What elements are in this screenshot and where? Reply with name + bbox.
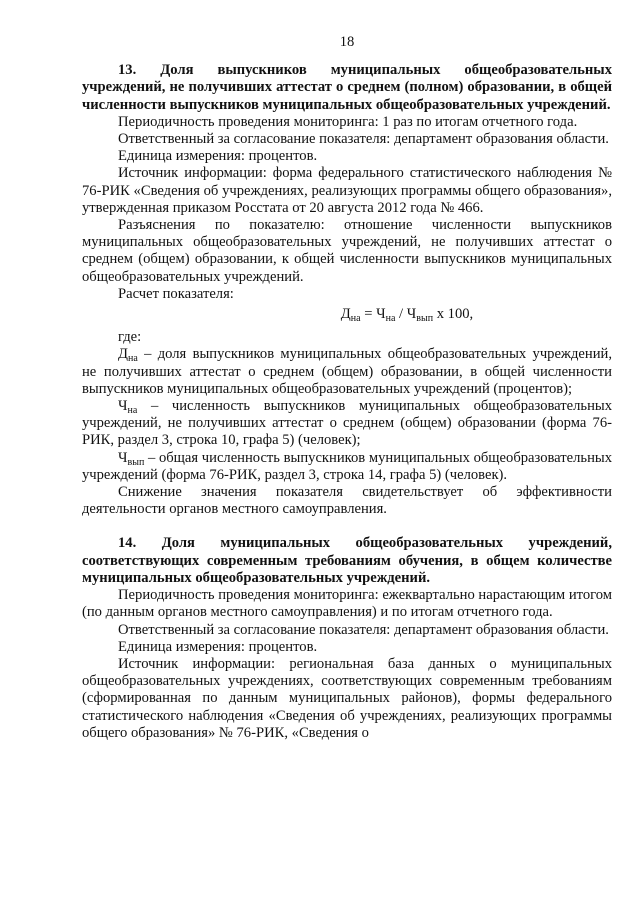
def3-subscript: вып [127, 456, 145, 468]
section-13-calc-label: Расчет показателя: [118, 285, 234, 302]
section-14-responsible: Ответственный за согласование показателя: департамент образования области. [118, 621, 609, 638]
def3-text: – общая численность выпускников муниципальных общеобразовательных учреждений (форма 76-РИК, раздел 3, строка 14, графа 5) (человек). [82, 449, 612, 483]
formula-ch1: Ч [376, 306, 386, 323]
formula-d: Д [340, 306, 351, 323]
formula-ch2-sub: вып [416, 313, 434, 325]
def1-text: – доля выпускников муниципальных общеобразовательных учреждений, не получивших аттестат о среднем (общем) образовании, в общей численности выпускников муниципальных общеобразовательных учреждений (процентов); [82, 346, 612, 397]
definition-ch-vyp [82, 450, 612, 484]
page-number: 18 [339, 34, 355, 50]
def1-subscript: на [127, 353, 138, 365]
section-14-source: Источник информации: региональная база данных о муниципальных общеобразовательных учреждениях, соответствующих современным требованиям (сформированная по данным муниципальных районов), формы федерального статистического наблюдения «Сведения об учреждениях, реализующих программы общего образования» № 76-РИК, «Сведения о [82, 655, 612, 741]
def2-subscript: на [127, 405, 138, 417]
section-13-explanation: Разъяснения по показателю: отношение численности выпускников муниципальных общеобразовательных учреждений, не получивших аттестат о среднем (общем) образовании, к общей численности выпускников муниципальных общеобразовательных учреждений. [82, 217, 612, 285]
section-14 [82, 535, 612, 741]
def1-symbol: Д [118, 346, 128, 363]
formula [202, 306, 612, 323]
formula-mult: х 100, [433, 306, 474, 323]
formula-d-sub: на [350, 313, 361, 325]
section-13-responsible: Ответственный за согласование показателя: департамент образования области. [118, 131, 609, 148]
def2-symbol: Ч [118, 398, 128, 415]
section-14-heading: 14. Доля муниципальных общеобразовательных учреждений, соответствующих современным требованиям обучения, в общем количестве муниципальных общеобразовательных учреждений. [82, 535, 612, 586]
definition-d-na [82, 346, 612, 398]
section-14-unit: Единица измерения: процентов. [118, 638, 318, 655]
section-14-periodicity: Периодичность проведения мониторинга: ежеквартально нарастающим итогом (по данным органов местного самоуправления) и по итогам отчетного года. [82, 587, 612, 621]
section-13-source: Источник информации: форма федерального статистического наблюдения № 76-РИК «Сведения об учреждениях, реализующих программы общего образования», утвержденная приказом Росстата от 20 августа 2012 года № 466. [82, 165, 612, 216]
section-13-conclusion: Снижение значения показателя свидетельствует об эффективности деятельности органов местного самоуправления. [82, 484, 612, 518]
section-13-heading: 13. Доля выпускников муниципальных общеобразовательных учреждений, не получивших аттестат о среднем (полном) образовании, в общей численности выпускников муниципальных общеобразовательных учреждений. [82, 62, 612, 113]
section-13-unit: Единица измерения: процентов. [118, 148, 318, 165]
formula-ch1-sub: на [385, 313, 396, 325]
formula-ch2: Ч [406, 306, 417, 323]
section-gap [82, 518, 612, 535]
def3-symbol: Ч [118, 449, 128, 466]
section-13-periodicity: Периодичность проведения мониторинга: 1 раз по итогам отчетного года. [118, 113, 578, 130]
def2-text: – численность выпускников муниципальных общеобразовательных учреждений, не получивших аттестат о среднем (общем) образовании (форма 76-РИК, раздел 3, строка 10, графа 5) (человек); [82, 398, 612, 449]
formula-eq: = [360, 306, 377, 323]
where-label: где: [118, 329, 142, 346]
definition-ch-na [82, 398, 612, 450]
formula-div: / [395, 306, 407, 323]
section-13 [82, 62, 612, 518]
